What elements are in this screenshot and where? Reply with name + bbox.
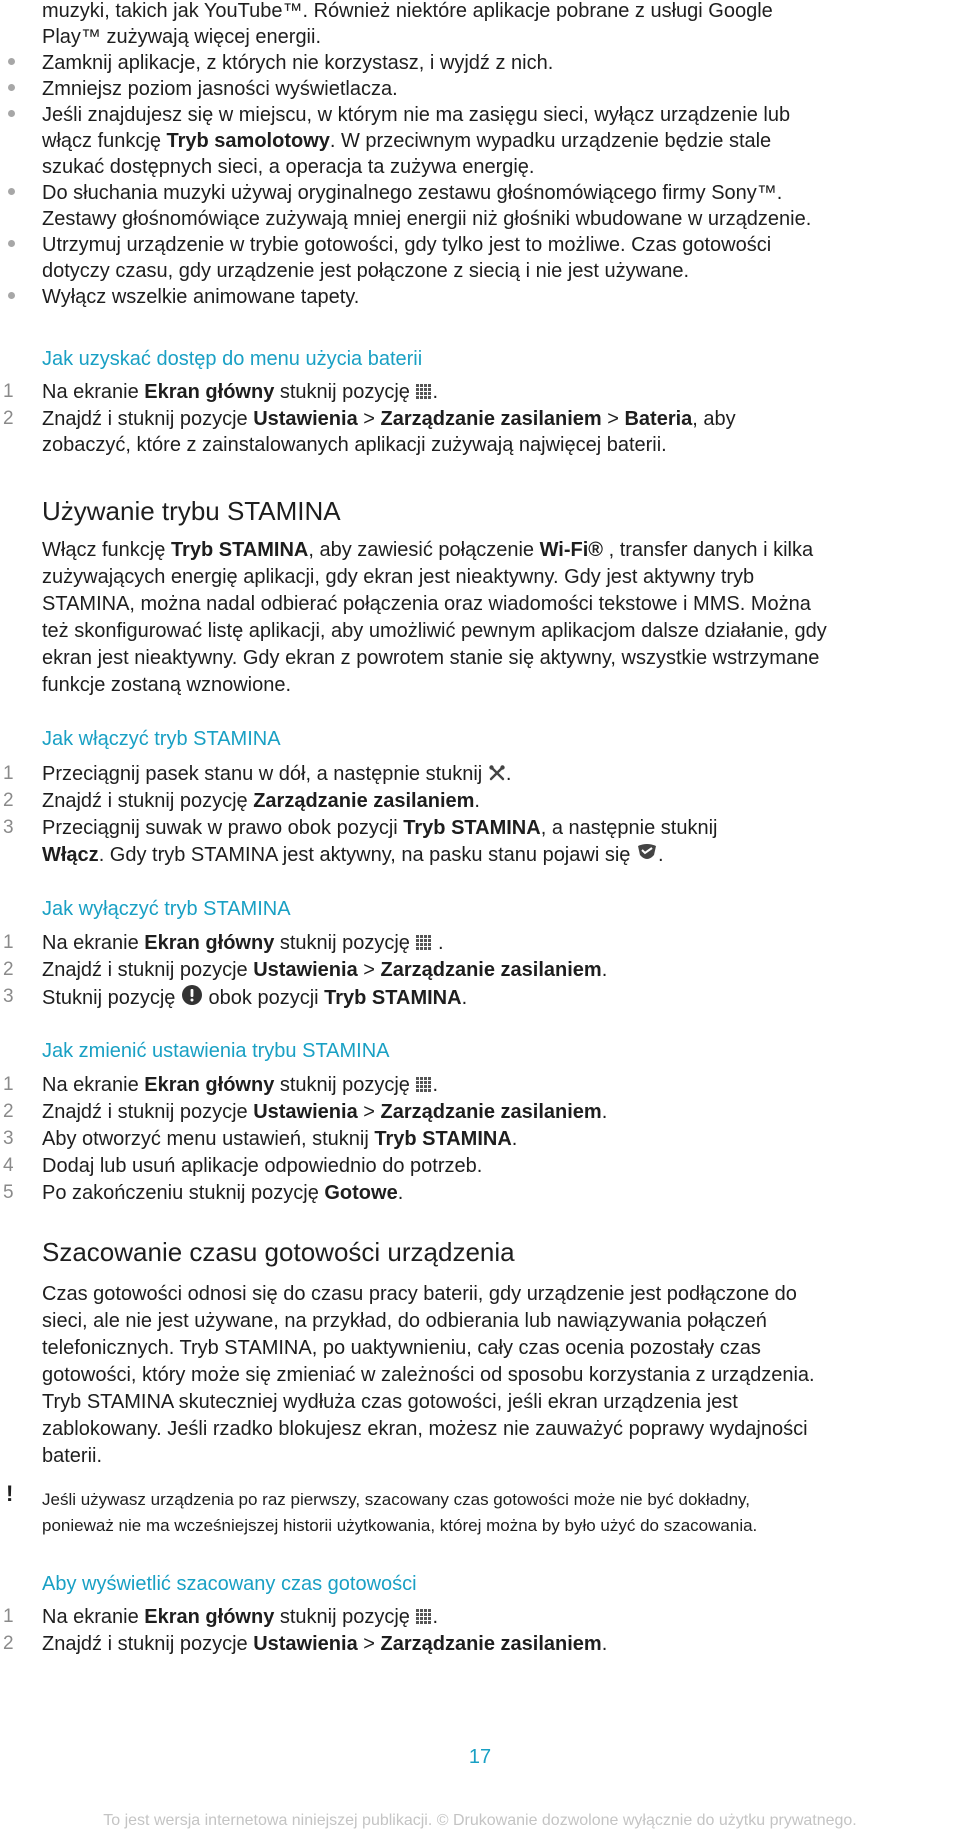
- apps-grid-icon: [415, 1076, 432, 1093]
- estimate-paragraph: telefonicznych. Tryb STAMINA, po uaktywnieniu, cały czas ocenia pozostały czas: [42, 1337, 761, 1359]
- show-estimate-title: Aby wyświetlić szacowany czas gotowości: [42, 1573, 417, 1595]
- step-text-part: Po zakończeniu stuknij pozycję: [42, 1182, 325, 1204]
- step-text-part: stuknij pozycję: [274, 932, 416, 954]
- step-text: [42, 761, 511, 787]
- step-text-part: .: [505, 763, 512, 785]
- done-label: Gotowe: [324, 1182, 398, 1204]
- step-text: [42, 1126, 517, 1152]
- step-text-part: >: [357, 959, 381, 981]
- step-text-part: .: [397, 1182, 404, 1204]
- bullet-icon: [8, 188, 15, 195]
- step-text-part: .: [432, 381, 439, 403]
- step-number: 1: [3, 1606, 14, 1627]
- stamina-mode-label: Tryb STAMINA: [324, 987, 462, 1009]
- step-text: Dodaj lub usuń aplikacje odpowiednio do potrzeb.: [42, 1155, 483, 1177]
- step-text-part: .: [601, 1633, 608, 1655]
- step-text: [42, 1099, 607, 1125]
- tip-wallpaper: Wyłącz wszelkie animowane tapety.: [42, 286, 360, 308]
- step-text-part: .: [601, 1101, 608, 1123]
- step-text-part: stuknij pozycję: [274, 1606, 416, 1628]
- power-management-label: Zarządzanie zasilaniem: [380, 408, 602, 430]
- step-text-part: Znajdź i stuknij pozycję: [42, 790, 254, 812]
- battery-menu-title: Jak uzyskać dostęp do menu użycia baterii: [42, 348, 423, 370]
- tip-text: włącz funkcję: [42, 130, 167, 152]
- settings-label: Ustawienia: [253, 1633, 358, 1655]
- step-text: [42, 984, 467, 1011]
- step-text-part: >: [357, 408, 381, 430]
- estimate-paragraph: baterii.: [42, 1445, 103, 1467]
- step-text-part: stuknij pozycję: [274, 381, 416, 403]
- step-number: 2: [3, 408, 14, 429]
- stamina-mode-label: Tryb STAMINA: [403, 817, 541, 839]
- tip-headset: Do słuchania muzyki używaj oryginalnego zestawu głośnomówiącego firmy Sony™.: [42, 182, 783, 204]
- home-screen-label: Ekran główny: [144, 932, 275, 954]
- step-text-part: .: [474, 790, 480, 812]
- stamina-paragraph: też skonfigurować listę aplikacji, aby umożliwić pewnym aplikacjom dalsze działanie, gdy: [42, 620, 827, 642]
- step-text-part: Znajdź i stuknij pozycje: [42, 408, 254, 430]
- step-number: 5: [3, 1182, 14, 1203]
- step-number: 3: [3, 986, 14, 1007]
- apps-grid-icon: [415, 383, 432, 400]
- home-screen-label: Ekran główny: [144, 381, 275, 403]
- step-text-part: >: [357, 1101, 381, 1123]
- tip-standby: Utrzymuj urządzenie w trybie gotowości, gdy tylko jest to możliwe. Czas gotowości: [42, 234, 772, 256]
- step-text-part: Przeciągnij suwak w prawo obok pozycji: [42, 817, 404, 839]
- step-text-part: .: [657, 844, 664, 866]
- step-number: 3: [3, 1128, 14, 1149]
- step-text-part: Znajdź i stuknij pozycje: [42, 1633, 254, 1655]
- step-text-part: .: [461, 987, 468, 1009]
- step-text-part: Aby otworzyć menu ustawień, stuknij: [42, 1128, 375, 1150]
- stamina-paragraph: [42, 537, 813, 563]
- step-text: [42, 1631, 607, 1657]
- step-text: [42, 842, 664, 868]
- power-management-label: Zarządzanie zasilaniem: [380, 1101, 602, 1123]
- bullet-icon: [8, 110, 15, 117]
- enable-label: Włącz: [42, 844, 99, 866]
- step-text-part: Na ekranie: [42, 1074, 145, 1096]
- stamina-paragraph: funkcje zostaną wznowione.: [42, 674, 292, 696]
- estimate-paragraph: zablokowany. Jeśli rzadko blokujesz ekran, możesz nie zauważyć poprawy wydajności: [42, 1418, 808, 1440]
- tip-network: [42, 128, 771, 154]
- step-text-part: .: [601, 959, 608, 981]
- step-text: [42, 1604, 438, 1630]
- airplane-mode-label: Tryb samolotowy: [166, 130, 330, 152]
- intro-text: Play™ zużywają więcej energii.: [42, 26, 322, 48]
- bullet-icon: [8, 58, 15, 65]
- step-text-part: >: [601, 408, 625, 430]
- estimate-paragraph: sieci, ale nie jest używane, na przykład, do odbierania lub nawiązywania połączeń: [42, 1310, 767, 1332]
- info-icon: [181, 984, 203, 1006]
- apps-grid-icon: [415, 934, 432, 951]
- battery-label: Bateria: [624, 408, 693, 430]
- step-text: [42, 1072, 438, 1098]
- apps-grid-icon: [415, 1608, 432, 1625]
- settings-label: Ustawienia: [253, 408, 358, 430]
- estimate-paragraph: Czas gotowości odnosi się do czasu pracy baterii, gdy urządzenie jest podłączone do: [42, 1283, 797, 1305]
- bullet-icon: [8, 84, 15, 91]
- warning-note: ponieważ nie ma wcześniejszej historii użytkowania, której można by było użyć do szacowania.: [42, 1516, 758, 1535]
- wifi-label: Wi-Fi®: [539, 539, 604, 561]
- step-text-part: .: [511, 1128, 518, 1150]
- step-text: [42, 406, 736, 432]
- step-text: [42, 957, 607, 983]
- tip-brightness: Zmniejsz poziom jasności wyświetlacza.: [42, 78, 398, 100]
- step-text-part: stuknij pozycję: [274, 1074, 416, 1096]
- stamina-heading: Używanie trybu STAMINA: [42, 496, 341, 526]
- bullet-icon: [8, 240, 15, 247]
- estimate-paragraph: Tryb STAMINA skuteczniej wydłuża czas gotowości, jeśli ekran urządzenia jest: [42, 1391, 738, 1413]
- estimate-heading: Szacowanie czasu gotowości urządzenia: [42, 1237, 515, 1267]
- paragraph-part: , aby zawiesić połączenie: [308, 539, 540, 561]
- intro-text: muzyki, takich jak YouTube™. Również niektóre aplikacje pobrane z usługi Google: [42, 0, 773, 22]
- enable-stamina-title: Jak włączyć tryb STAMINA: [42, 728, 281, 750]
- paragraph-part: Włącz funkcję: [42, 539, 171, 561]
- settings-label: Ustawienia: [253, 1101, 358, 1123]
- step-text-part: Znajdź i stuknij pozycje: [42, 959, 254, 981]
- step-text: [42, 788, 480, 814]
- step-text-part: >: [357, 1633, 381, 1655]
- step-number: 4: [3, 1155, 14, 1176]
- estimate-paragraph: gotowości, który może się zmieniać w zależności od sposobu korzystania z urządzenia.: [42, 1364, 815, 1386]
- stamina-paragraph: STAMINA, można nadal odbierać połączenia oraz wiadomości tekstowe i MMS. Można: [42, 593, 811, 615]
- tip-standby: dotyczy czasu, gdy urządzenie jest połączone z siecią i nie jest używane.: [42, 260, 690, 282]
- step-text-part: Na ekranie: [42, 1606, 145, 1628]
- power-management-label: Zarządzanie zasilaniem: [380, 1633, 602, 1655]
- step-number: 1: [3, 932, 14, 953]
- step-text-part: Na ekranie: [42, 932, 145, 954]
- paragraph-part: , transfer danych i kilka: [603, 539, 814, 561]
- step-number: 1: [3, 381, 14, 402]
- tools-icon: [488, 764, 506, 782]
- tip-headset: Zestawy głośnomówiące zużywają mniej energii niż głośniki wbudowane w urządzenie.: [42, 208, 812, 230]
- disable-stamina-title: Jak wyłączyć tryb STAMINA: [42, 898, 291, 920]
- warning-icon: !: [6, 1481, 14, 1506]
- step-number: 1: [3, 763, 14, 784]
- step-number: 2: [3, 1633, 14, 1654]
- step-text-part: .: [432, 1074, 439, 1096]
- step-text-part: obok pozycji: [202, 987, 325, 1009]
- page-footer: To jest wersja internetowa niniejszej publikacji. © Drukowanie dozwolone wyłącznie do użytku prywatnego.: [103, 1812, 857, 1829]
- step-number: 1: [3, 1074, 14, 1095]
- settings-label: Ustawienia: [253, 959, 358, 981]
- step-text: [42, 930, 444, 956]
- stamina-mode-label: Tryb STAMINA: [374, 1128, 512, 1150]
- stamina-paragraph: ekran jest nieaktywny. Gdy ekran z powrotem stanie się aktywny, wszystkie wstrzymane: [42, 647, 820, 669]
- step-text-part: , a następnie stuknij: [540, 817, 718, 839]
- step-number: 3: [3, 817, 14, 838]
- step-text-part: Na ekranie: [42, 381, 145, 403]
- change-stamina-title: Jak zmienić ustawienia trybu STAMINA: [42, 1040, 390, 1062]
- power-management-label: Zarządzanie zasilaniem: [253, 790, 475, 812]
- tip-text: . W przeciwnym wypadku urządzenie będzie stale: [329, 130, 772, 152]
- tip-network: szukać dostępnych sieci, a operacja ta zużywa energię.: [42, 156, 535, 178]
- home-screen-label: Ekran główny: [144, 1606, 275, 1628]
- bullet-icon: [8, 292, 15, 299]
- page-number: 17: [468, 1746, 492, 1768]
- step-text-part: .: [432, 932, 444, 954]
- step-text-part: , aby: [692, 408, 736, 430]
- step-text-part: Stuknij pozycję: [42, 987, 181, 1009]
- step-text-part: Przeciągnij pasek stanu w dół, a następnie stuknij: [42, 763, 488, 785]
- stamina-shield-icon: [636, 843, 658, 863]
- step-text-part: .: [432, 1606, 439, 1628]
- stamina-paragraph: zużywających energię aplikacji, gdy ekran jest nieaktywny. Gdy jest aktywny tryb: [42, 566, 755, 588]
- step-text-part: Znajdź i stuknij pozycje: [42, 1101, 254, 1123]
- stamina-mode-label: Tryb STAMINA: [170, 539, 309, 561]
- step-text: [42, 379, 438, 405]
- step-number: 2: [3, 959, 14, 980]
- step-number: 2: [3, 790, 14, 811]
- home-screen-label: Ekran główny: [144, 1074, 275, 1096]
- step-text: [42, 1180, 403, 1206]
- warning-note: Jeśli używasz urządzenia po raz pierwszy, szacowany czas gotowości może nie być dokładny,: [42, 1490, 751, 1509]
- step-text: [42, 815, 717, 841]
- step-number: 2: [3, 1101, 14, 1122]
- step-text: zobaczyć, które z zainstalowanych aplikacji zużywają najwięcej baterii.: [42, 434, 667, 456]
- tip-network: Jeśli znajdujesz się w miejscu, w którym nie ma zasięgu sieci, wyłącz urządzenie lub: [42, 104, 791, 126]
- power-management-label: Zarządzanie zasilaniem: [380, 959, 602, 981]
- step-text-part: . Gdy tryb STAMINA jest aktywny, na pasku stanu pojawi się: [98, 844, 636, 866]
- tip-close-apps: Zamknij aplikacje, z których nie korzystasz, i wyjdź z nich.: [42, 52, 554, 74]
